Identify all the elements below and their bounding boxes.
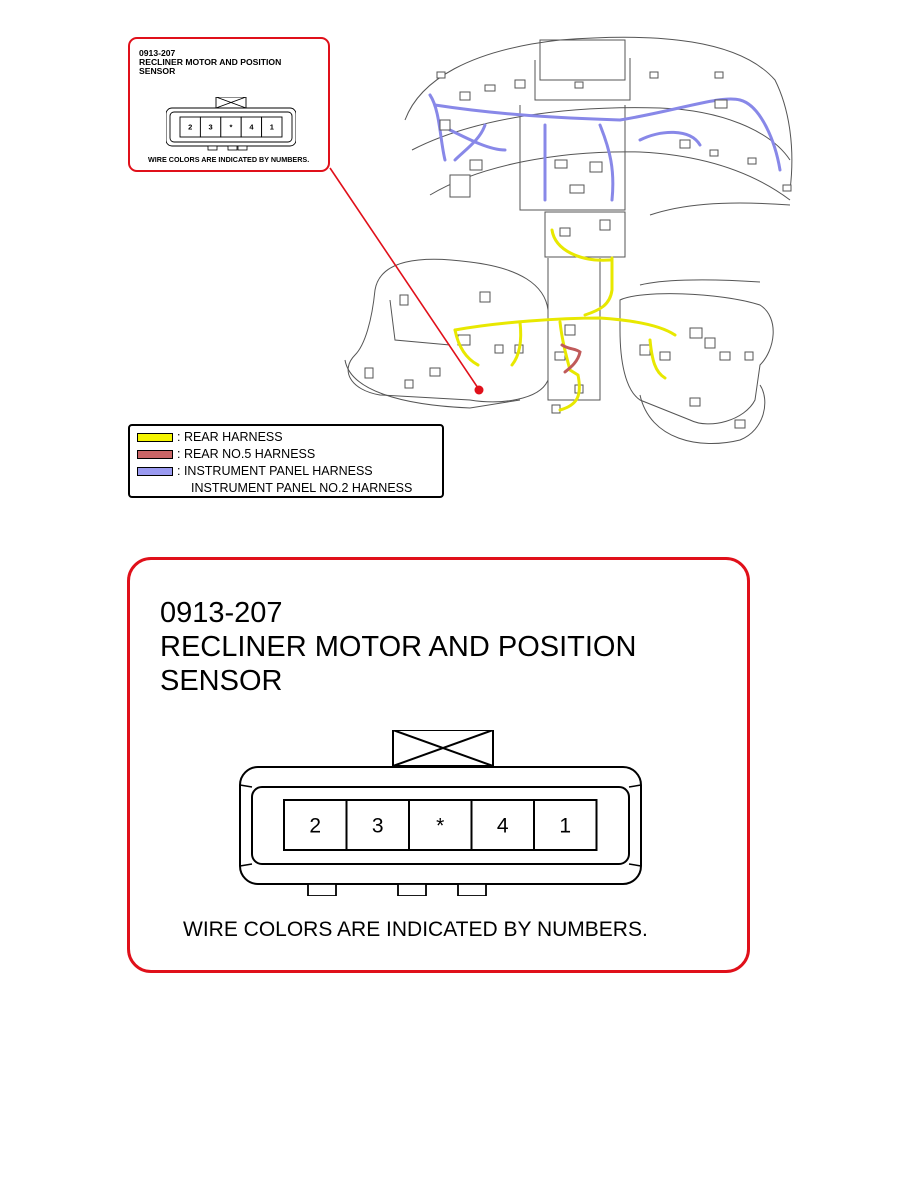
pin-label: 2	[188, 122, 193, 132]
legend-item-rear-no5-harness	[137, 447, 315, 461]
wire-color-note: WIRE COLORS ARE INDICATED BY NUMBERS.	[148, 155, 310, 164]
legend-label: : INSTRUMENT PANEL HARNESS	[177, 464, 373, 478]
legend-swatch	[137, 467, 173, 476]
connector-title-line2: SENSOR	[139, 66, 176, 76]
connector-face-large	[238, 730, 643, 896]
pin-label: *	[436, 814, 445, 838]
legend-label: : REAR NO.5 HARNESS	[177, 447, 316, 461]
legend-continuation: INSTRUMENT PANEL NO.2 HARNESS	[191, 481, 413, 495]
wire-color-note: WIRE COLORS ARE INDICATED BY NUMBERS.	[183, 918, 648, 941]
legend-swatch	[137, 450, 173, 459]
pin-label: 2	[309, 814, 322, 838]
connector-title-line1: RECLINER MOTOR AND POSITION	[160, 631, 637, 663]
vehicle-harness-illustration	[340, 32, 800, 452]
harness-legend	[128, 424, 444, 498]
recliner-connector-marker	[475, 386, 484, 395]
pin-label: 1	[269, 122, 274, 132]
legend-item-instrument-panel-harness	[137, 464, 373, 478]
legend-swatch	[137, 433, 173, 442]
instrument-panel-harness	[430, 95, 780, 200]
connector-callout-small	[128, 37, 330, 172]
pin-label: 1	[559, 814, 572, 838]
connector-face-small	[166, 97, 296, 157]
connector-callout-large	[127, 557, 750, 973]
connector-code: 0913-207	[139, 48, 176, 58]
connector-code: 0913-207	[160, 597, 283, 629]
pin-label: 3	[371, 814, 384, 838]
connector-title-line2: SENSOR	[160, 665, 283, 697]
pin-label: *	[229, 122, 233, 132]
pin-label: 4	[496, 814, 509, 838]
connector-title-line1: RECLINER MOTOR AND POSITION	[139, 57, 282, 67]
pin-label: 3	[208, 122, 213, 132]
left-seat-outline	[348, 259, 548, 402]
legend-item-rear-harness	[137, 430, 283, 444]
legend-label: : REAR HARNESS	[177, 430, 283, 444]
pin-label: 4	[249, 122, 254, 132]
